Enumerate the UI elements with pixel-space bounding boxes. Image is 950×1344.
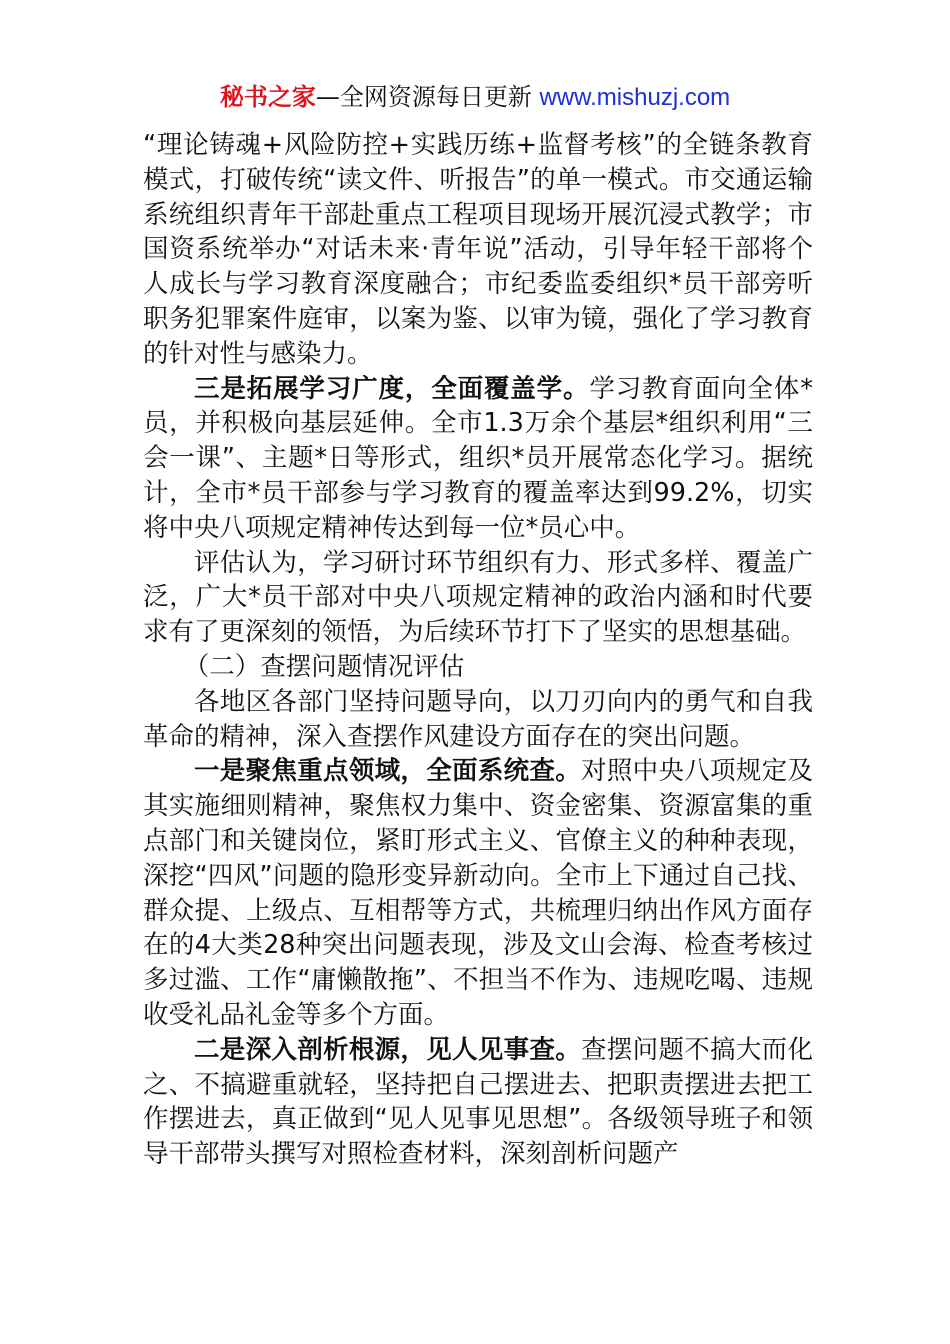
paragraph-focus-key-areas <box>143 754 813 1032</box>
paragraph-assessment: 评估认为，学习研讨环节组织有力、形式多样、覆盖广泛，广大*员干部对中央八项规定精神的政治内涵和时代要求有了更深刻的领悟，为后续环节打下了坚实的思想基础。 <box>143 547 813 648</box>
paragraph-text: 查摆问题不搞大而化之、不搞避重就轻，坚持把自己摆进去、把职责摆进去把工作摆进去，真正做到“见人见事见思想”。各级领导班子和领导干部带头撰写对照检查材料，深刻剖析问题产 <box>143 1034 813 1170</box>
brand-name: 秘书之家 <box>219 83 316 111</box>
paragraph-analyze-roots <box>143 1033 813 1172</box>
paragraph-continuation: “理论铸魂+风险防控+实践历练+监督考核”的全链条教育模式，打破传统“读文件、听报告”的单一模式。市交通运输系统组织青年干部赴重点工程项目现场开展沉浸式教学；市国资系统举办“对话未来·青年说”活动，引导年轻干部将个人成长与学习教育深度融合；市纪委监委组织*员干部旁听职务犯罪案件庭审，以案为鉴、以审为镜，强化了学习教育的针对性与感染力。 <box>143 130 813 369</box>
paragraph-problem-orientation: 各地区各部门坚持问题导向，以刀刃向内的勇气和自我革命的精神，深入查摆作风建设方面存在的突出问题。 <box>143 686 813 752</box>
site-url-link[interactable]: www.mishuzj.com <box>539 84 731 111</box>
section-heading: （二）查摆问题情况评估 <box>183 651 465 682</box>
paragraph-lead-bold: 三是拓展学习广度，全面覆盖学。 <box>194 373 590 404</box>
paragraph-expand-breadth <box>143 372 813 546</box>
paragraph-text: 对照中央八项规定及其实施细则精神，聚焦权力集中、资金密集、资源富集的重点部门和关键岗位，紧盯形式主义、官僚主义的种种表现，深挖“四风”问题的隐形变异新动向。全市上下通过自己找、群众提、上级点、互相帮等方式，共梳理归纳出作风方面存在的4大类28种突出问题表现，涉及文山会海、检查考核过多过滥、工作“庸懒散拖”、不担当不作为、违规吃喝、违规收受礼品礼金等多个方面。 <box>143 756 813 1030</box>
document-body <box>143 128 813 1172</box>
header-tagline: —全网资源每日更新 <box>315 83 540 111</box>
paragraph-lead-bold: 二是深入剖析根源，见人见事查。 <box>194 1034 582 1065</box>
site-header <box>0 80 950 115</box>
paragraph-lead-bold: 一是聚焦重点领域，全面系统查。 <box>194 756 582 787</box>
paragraph-text: 学习教育面向全体*员，并积极向基层延伸。全市1.3万余个基层*组织利用“三会一课”、主题*日等形式，组织*员开展常态化学习。据统计，全市*员干部参与学习教育的覆盖率达到99.2%，切实将中央八项规定精神传达到每一位*员心中。 <box>143 373 813 543</box>
